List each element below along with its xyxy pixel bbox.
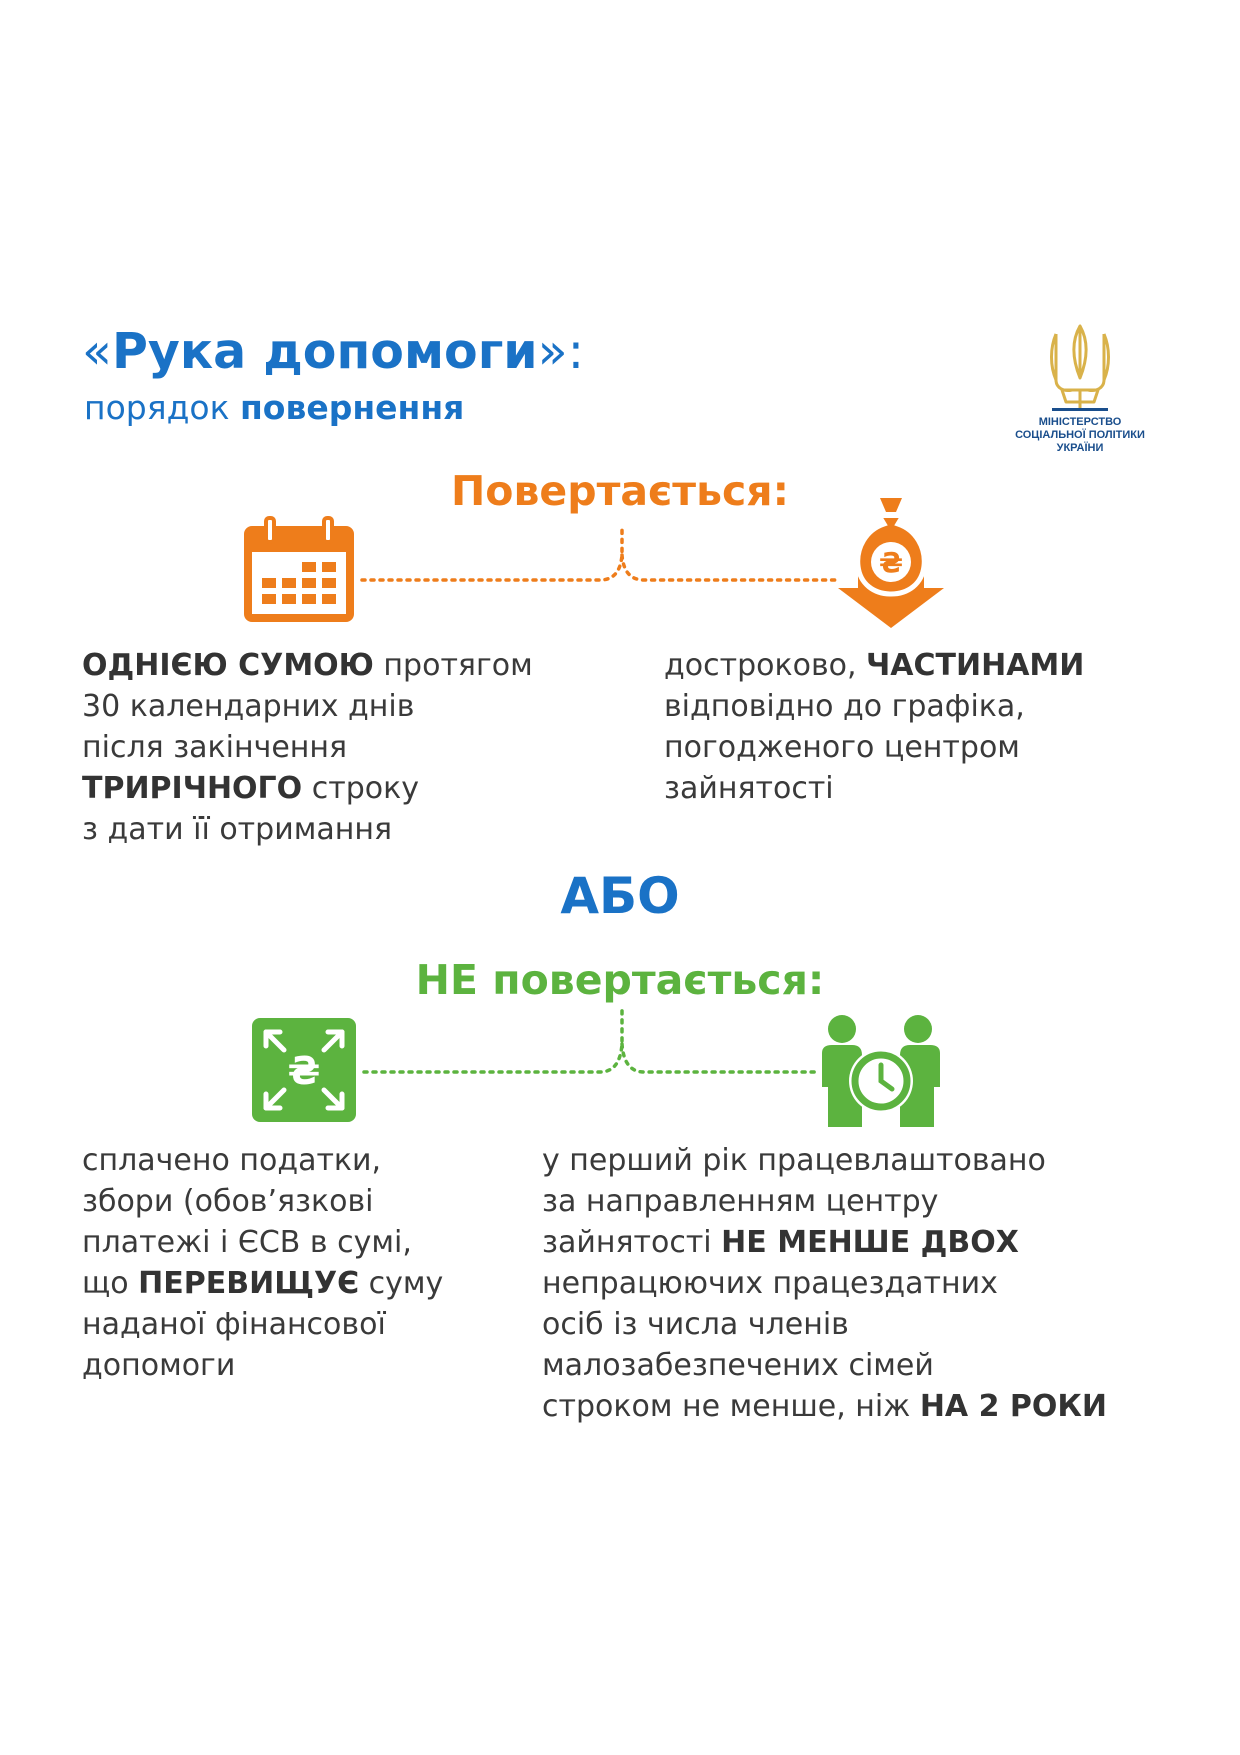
ministry-logo	[1000, 318, 1160, 468]
text-bold: ПЕРЕВИЩУЄ	[138, 1266, 360, 1301]
returns-lump-sum-text	[82, 645, 533, 850]
text-line: у перший рік працевлаштовано	[542, 1143, 1046, 1178]
title-main: Рука допомоги	[111, 323, 538, 380]
text-line: наданої фінансової	[82, 1307, 386, 1342]
svg-text:₴: ₴	[287, 1049, 321, 1093]
not-returns-taxes-text	[82, 1140, 443, 1386]
text-bold: ЧАСТИНАМИ	[866, 648, 1085, 683]
page-subtitle	[84, 388, 464, 428]
text-span: протягом	[373, 648, 533, 683]
not-returns-heading: НЕ повертається:	[415, 956, 825, 1004]
text-line: 30 календарних днів	[82, 689, 415, 724]
returns-installments-text	[664, 645, 1084, 809]
text-span: строком не менше, ніж	[542, 1389, 920, 1424]
text-span: строку	[302, 771, 419, 806]
title-close-quote: »:	[537, 323, 585, 380]
logo-line-3: УКРАЇНИ	[1056, 442, 1104, 454]
logo-text	[1000, 416, 1160, 455]
text-line: погодженого центром	[664, 730, 1020, 765]
text-line: платежі і ЄСВ в сумі,	[82, 1225, 412, 1260]
text-line: з дати її отримання	[82, 812, 392, 847]
or-label: АБО	[560, 867, 680, 925]
subtitle-plain: порядок	[84, 388, 240, 427]
subtitle-bold: повернення	[240, 388, 465, 427]
returns-connector	[0, 525, 1240, 615]
text-line: сплачено податки,	[82, 1143, 382, 1178]
text-line: непрацюючих працездатних	[542, 1266, 998, 1301]
workers-clock-icon	[818, 1015, 944, 1127]
returns-heading: Повертається:	[450, 467, 790, 515]
text-line: осіб із числа членів	[542, 1307, 849, 1342]
logo-line-1: МІНІСТЕРСТВО	[1038, 416, 1122, 428]
not-returns-employment-text	[542, 1140, 1107, 1427]
calendar-icon	[244, 516, 354, 622]
text-span: зайнятості	[542, 1225, 722, 1260]
text-line: зайнятості	[664, 771, 834, 806]
trident-icon	[1000, 318, 1160, 414]
text-line: допомоги	[82, 1348, 236, 1383]
logo-line-2: СОЦІАЛЬНОЇ ПОЛІТИКИ	[1015, 429, 1145, 441]
text-bold: ОДНІЄЮ СУМОЮ	[82, 648, 374, 683]
text-span: суму	[359, 1266, 444, 1301]
text-line: збори (обов’язкові	[82, 1184, 374, 1219]
text-bold: НЕ МЕНШЕ ДВОХ	[721, 1225, 1019, 1260]
text-span: що	[82, 1266, 139, 1301]
text-bold: НА 2 РОКИ	[919, 1389, 1108, 1424]
text-line: відповідно до графіка,	[664, 689, 1025, 724]
money-bag-down-arrow-icon	[838, 492, 944, 628]
text-line: після закінчення	[82, 730, 348, 765]
money-arrows-icon	[252, 1018, 356, 1122]
text-line: малозабезпечених сімей	[542, 1348, 934, 1383]
page-title	[82, 322, 584, 382]
svg-text:₴: ₴	[878, 546, 904, 579]
title-open-quote: «	[82, 323, 112, 380]
text-bold: ТРИРІЧНОГО	[82, 771, 303, 806]
text-span: достроково,	[664, 648, 867, 683]
text-line: за направленням центру	[542, 1184, 939, 1219]
not-returns-connector	[0, 1004, 1240, 1094]
